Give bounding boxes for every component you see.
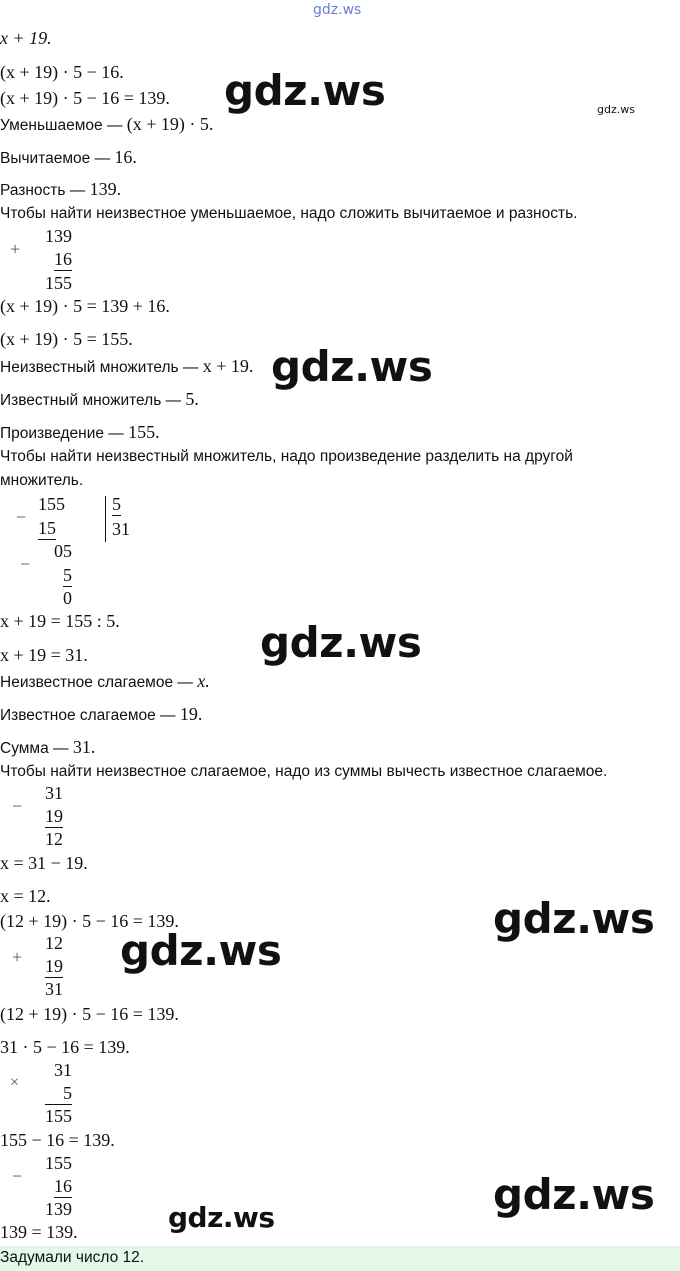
text-line: множитель. <box>0 472 84 489</box>
text-line: Чтобы найти неизвестное уменьшаемое, надо сложить вычитаемое и разность. <box>0 205 578 222</box>
math-line: 155 − 16 = 139. <box>0 1130 115 1150</box>
watermark-large: gdz.ws <box>271 342 433 391</box>
math-line: (x + 19) · 5 = 139 + 16. <box>0 296 170 316</box>
watermark-large: gdz.ws <box>120 926 282 975</box>
text-line: Чтобы найти неизвестное слагаемое, надо из суммы вычесть известное слагаемое. <box>0 763 608 780</box>
math-line: (x + 19) · 5 − 16 = 139. <box>0 88 170 108</box>
math-line: (x + 19) · 5 − 16. <box>0 62 124 82</box>
watermark-large: gdz.ws <box>168 1201 275 1234</box>
answer-box <box>0 1246 680 1271</box>
math-line: (12 + 19) · 5 − 16 = 139. <box>0 911 179 931</box>
watermark-large: gdz.ws <box>224 66 386 115</box>
math-line: (12 + 19) · 5 − 16 = 139. <box>0 1004 179 1024</box>
text-line: Сумма — 31. <box>0 737 96 757</box>
text-line: Известное слагаемое — 19. <box>0 704 203 724</box>
math-line: (x + 19) · 5 = 155. <box>0 329 133 349</box>
text-line: Вычитаемое — 16. <box>0 147 137 167</box>
text-line: Неизвестное слагаемое — x. <box>0 671 210 691</box>
text-line: Уменьшаемое — (x + 19) · 5. <box>0 114 214 134</box>
math-line: x = 31 − 19. <box>0 853 88 873</box>
answer-text: Задумали число 12. <box>0 1249 145 1266</box>
watermark-large: gdz.ws <box>260 618 422 667</box>
math-line: 31 · 5 − 16 = 139. <box>0 1037 130 1057</box>
math-line: x + 19. <box>0 28 52 48</box>
watermark-large: gdz.ws <box>493 894 655 943</box>
text-line: Неизвестный множитель — x + 19. <box>0 356 254 376</box>
text-line: Разность — 139. <box>0 179 122 199</box>
math-line: x + 19 = 31. <box>0 645 88 665</box>
math-line: 139 = 139. <box>0 1222 78 1242</box>
watermark-small: gdz.ws <box>597 103 635 116</box>
text-line: Произведение — 155. <box>0 422 160 442</box>
text-line: Чтобы найти неизвестный множитель, надо произведение разделить на другой <box>0 448 573 465</box>
math-line: x + 19 = 155 : 5. <box>0 611 120 631</box>
watermark-top: gdz.ws <box>313 2 362 18</box>
math-line: x = 12. <box>0 886 51 906</box>
watermark-large: gdz.ws <box>493 1170 655 1219</box>
text-line: Известный множитель — 5. <box>0 389 199 409</box>
